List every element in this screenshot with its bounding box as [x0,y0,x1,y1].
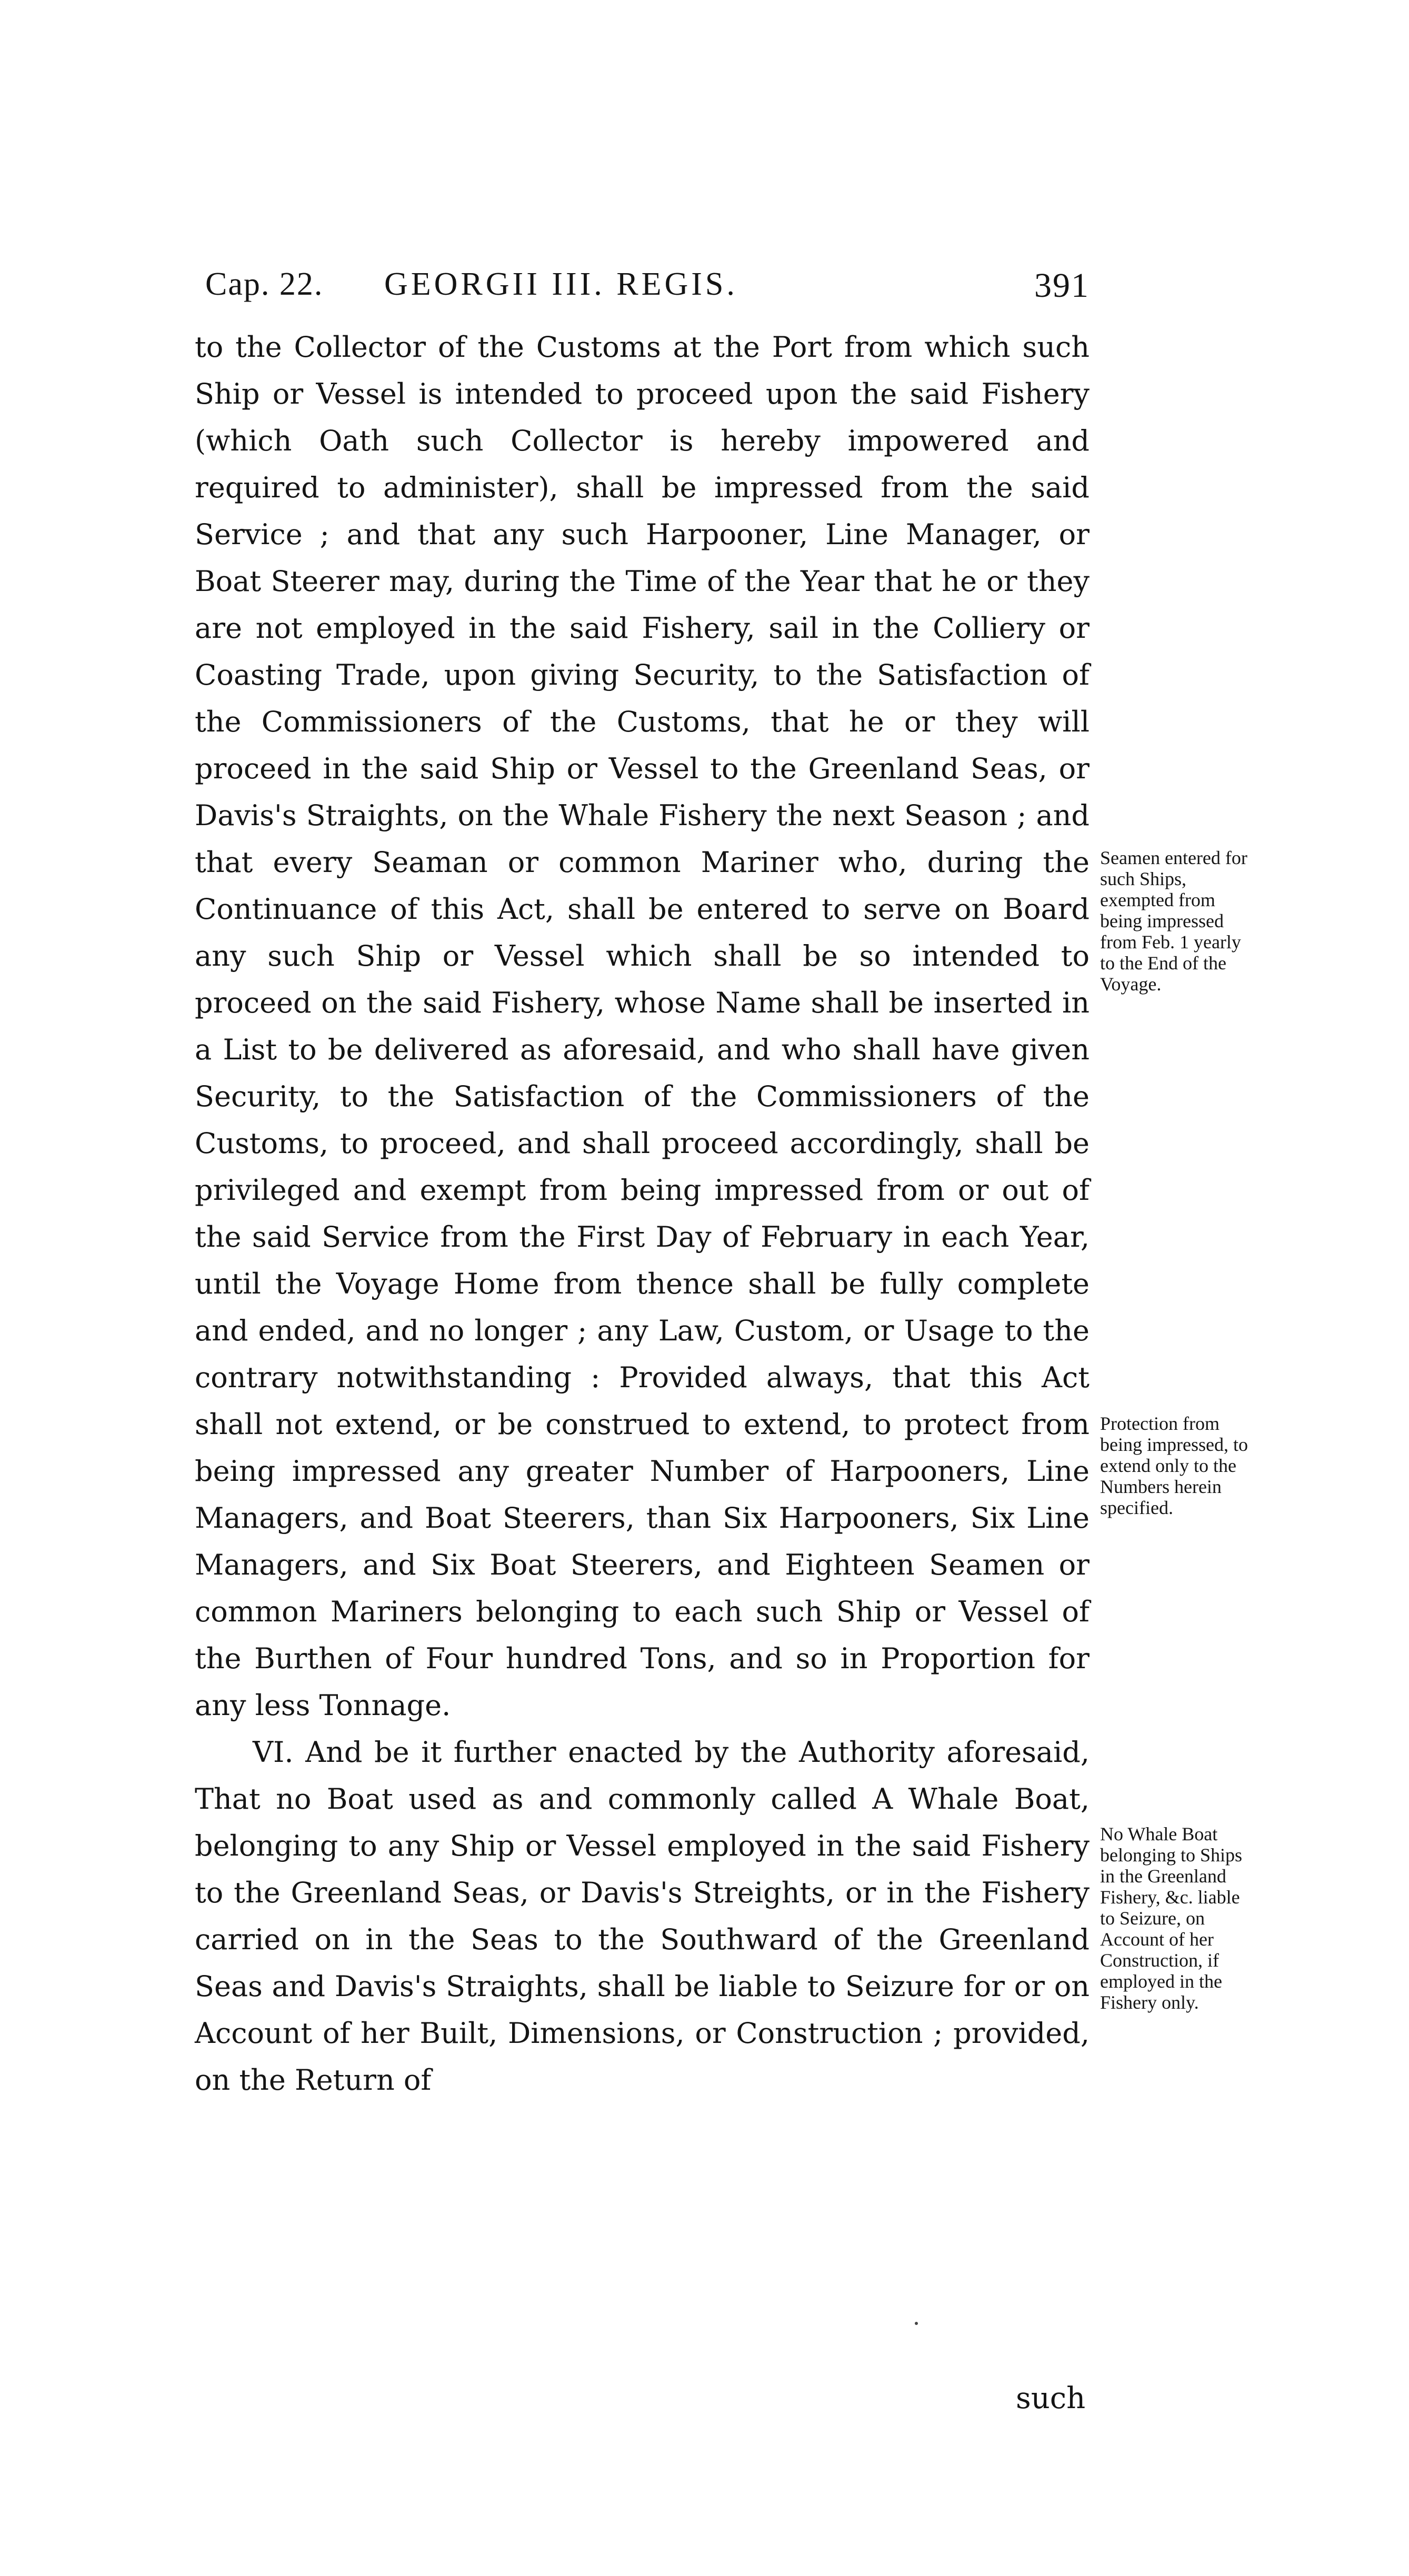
running-head [205,266,1090,313]
margin-note-whale-boat: No Whale Boat belonging to Ships in the Greenland Fishery, &c. liable to Seizure, on Account of her Construction, if employed in the Fishery only. [1100,1823,1243,2013]
margin-note-seamen-exempted: Seamen entered for such Ships, exempted from being impressed from Feb. 1 yearly to the End of the Voyage. [1100,847,1247,995]
paragraph-section-vi: VI. And be it further enacted by the Authority aforesaid, That no Boat used as and commonly called A Whale Boat, belonging to any Ship or Vessel employed in the said Fishery to the Greenland Seas, or Davis's Streights, or in the Fishery carried on in the Seas to the Southward of the Greenland Seas and Davis's Straights, shall be liable to Seizure for or on Account of her Built, Dimensions, or Construction ; provided, on the Return of [195,1736,1090,2097]
body-text [195,324,1090,2103]
page-number: 391 [1034,266,1090,305]
ink-speck [915,2322,918,2325]
chapter-label: Cap. 22. [205,266,324,302]
running-title: GEORGII III. REGIS. [384,266,738,302]
paragraph-continued: to the Collector of the Customs at the Port from which such Ship or Vessel is intended to proceed upon the said Fishery (which Oath such Collector is hereby impowered and required to administer), shall be impressed from the said Service ; and that any such Harpooner, Line Manager, or Boat Steerer may, during the Time of the Year that he or they are not employed in the said Fishery, sail in the Colliery or Coasting Trade, upon giving Security, to the Satisfaction of the Commissioners of the Customs, that he or they will proceed in the said Ship or Vessel to the Greenland Seas, or Davis's Straights, on the Whale Fishery the next Season ; and that every Seaman or common Mariner who, during the Continuance of this Act, shall be entered to serve on Board any such Ship or Vessel which shall be so intended to proceed on the said Fishery, whose Name shall be inserted in a List to be delivered as aforesaid, and who shall have given Security, to the Satisfaction of the Commissioners of the Customs, to proceed, and shall proceed accordingly, shall be privileged and exempt from being impressed from or out of the said Service from the First Day of February in each Year, until the Voyage Home from thence shall be fully complete and ended, and no longer ; any Law, Custom, or Usage to the contrary notwithstanding : Provided always, that this Act shall not extend, or be construed to extend, to protect from being impressed any greater Number of Harpooners, Line Managers, and Boat Steerers, than Six Harpooners, Six Line Managers, and Six Boat Steerers, and Eighteen Seamen or common Mariners belonging to each such Ship or Vessel of the Burthen of Four hundred Tons, and so in Proportion for any less Tonnage. [195,330,1090,1722]
margin-note-protection: Protection from being impressed, to extend only to the Numbers herein specified. [1100,1413,1248,1518]
catchword: such [1016,2381,1086,2415]
